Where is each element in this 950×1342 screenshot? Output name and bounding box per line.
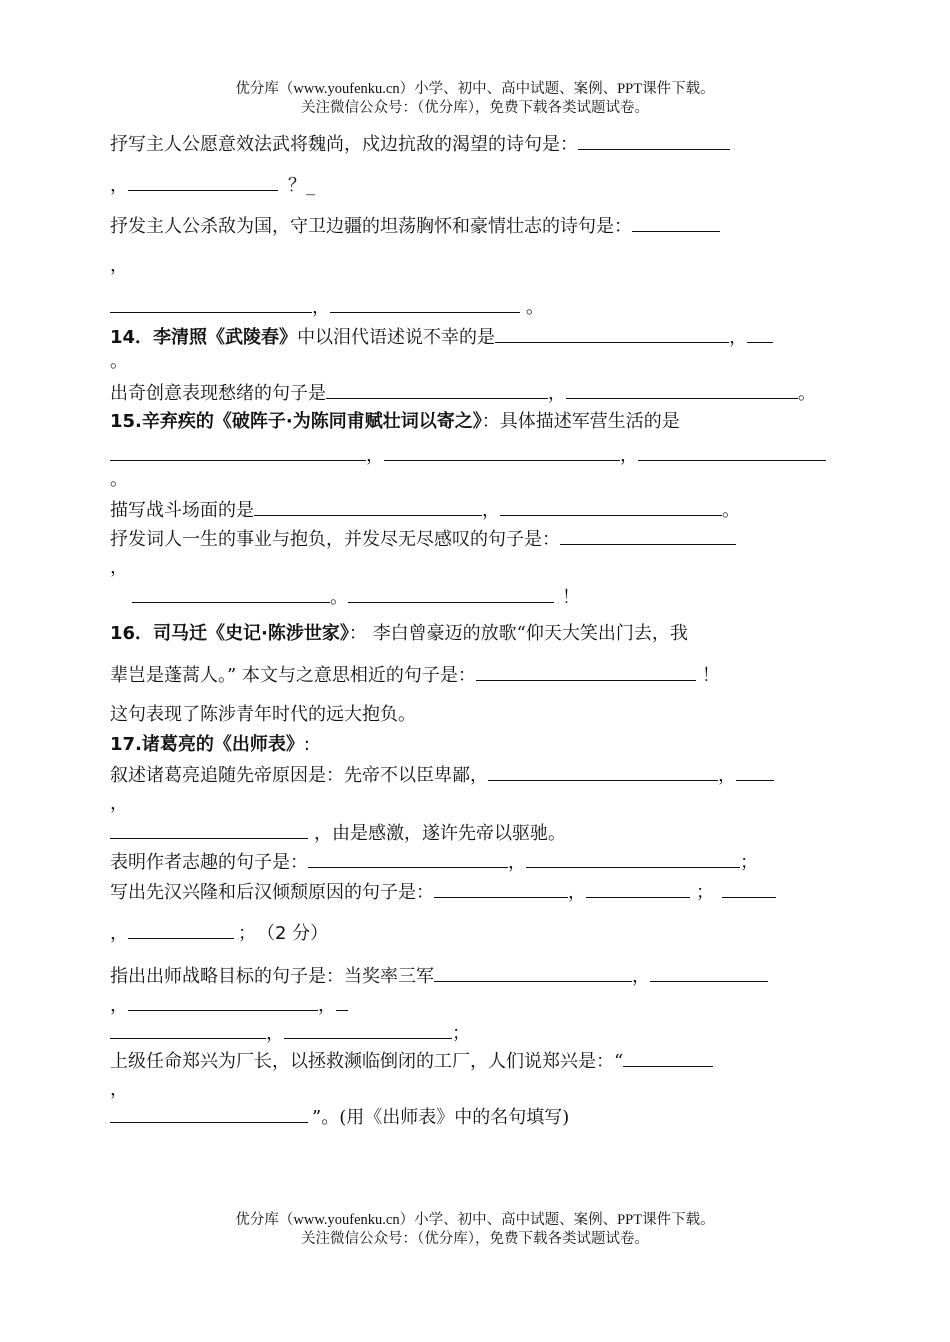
punct: ，: [110, 1079, 128, 1100]
q17-line-7: [110, 963, 768, 989]
answer-blank[interactable]: [348, 584, 554, 603]
q15-line-5: [110, 526, 736, 552]
question-number: 14．: [110, 327, 154, 348]
answer-blank[interactable]: [526, 849, 740, 868]
question-title: 司马迁《史记·陈涉世家》: [153, 623, 349, 644]
punct: ；: [452, 1023, 470, 1044]
punct: ，: [482, 500, 500, 521]
question-title: 17.诸葛亮的《出师表》: [110, 734, 304, 755]
line-2: [110, 172, 315, 198]
punct: ，: [110, 175, 128, 196]
answer-blank[interactable]: [110, 1104, 308, 1123]
line-4: [110, 254, 128, 278]
question-title: 李清照《武陵春》: [153, 327, 298, 348]
punct: ；: [740, 852, 758, 873]
answer-blank[interactable]: [623, 1048, 713, 1067]
q17-line-1: [110, 762, 774, 788]
punct: ，: [729, 327, 748, 348]
q17-line-5: [110, 879, 776, 905]
answer-blank[interactable]: [495, 324, 729, 343]
prompt-text: 抒发主人公杀敌为国，守卫边疆的坦荡胸怀和豪情壮志的诗句是：: [110, 216, 632, 237]
q16-line-3: [110, 703, 416, 727]
question-number: 16．: [110, 623, 154, 644]
punct: ，: [110, 255, 128, 276]
answer-blank[interactable]: [488, 762, 718, 781]
footer-line-1: 优分库（www.youfenku.cn）小学、初中、高中试题、案例、PPT课件下载。: [235, 1212, 715, 1228]
punct: ，: [110, 557, 128, 578]
punct: ，: [568, 882, 586, 903]
answer-blank[interactable]: [128, 920, 234, 939]
q16-line-2: [110, 662, 720, 688]
answer-blank[interactable]: [384, 442, 620, 461]
prompt-text: ，由是感激，遂许先帝以驱驰。: [314, 823, 566, 844]
answer-blank[interactable]: [110, 442, 366, 461]
punct: 。: [110, 469, 128, 490]
answer-blank[interactable]: [476, 662, 696, 681]
q15-line-2: [110, 442, 826, 468]
answer-blank[interactable]: [650, 963, 768, 982]
prompt-text: 叙述诸葛亮追随先帝原因是：先帝不以臣卑鄙，: [110, 765, 488, 786]
q17-line-9: [110, 1020, 470, 1046]
punct: ，: [508, 852, 526, 873]
answer-blank[interactable]: [128, 172, 278, 191]
question-number: 15.: [110, 411, 142, 432]
q17-line-12: [110, 1104, 569, 1130]
q15-line-1: [110, 410, 680, 434]
answer-blank[interactable]: [566, 380, 798, 399]
punct: ，: [718, 765, 736, 786]
q17-line-10: [110, 1048, 713, 1074]
answer-blank[interactable]: [586, 879, 690, 898]
punct: ！: [562, 587, 580, 608]
punct: ，: [548, 383, 566, 404]
answer-blank[interactable]: [128, 992, 318, 1011]
punct: ？_: [288, 175, 315, 196]
answer-blank[interactable]: [578, 131, 730, 150]
answer-blank[interactable]: [560, 526, 736, 545]
answer-blank[interactable]: [110, 1020, 266, 1039]
q15-line-6: [110, 556, 128, 580]
prompt-text: ： 李白曾豪迈的放歌“仰天大笑出门去，我: [348, 623, 688, 644]
page-header: [0, 80, 950, 118]
q14-line-1: [110, 324, 773, 350]
q17-line-3: [110, 820, 566, 846]
header-line-2: 关注微信公众号：（优分库），免费下载各类试题试卷。: [301, 100, 649, 116]
punct: 。: [330, 587, 348, 608]
q16-line-1: [110, 622, 688, 646]
punct: ；: [238, 923, 256, 944]
q17-line-6: [110, 920, 328, 946]
prompt-text: 出奇创意表现愁绪的句子是: [110, 383, 326, 404]
answer-blank[interactable]: [326, 380, 548, 399]
prompt-text: 写出先汉兴隆和后汉倾颓原因的句子是：: [110, 882, 434, 903]
answer-blank[interactable]: [500, 497, 722, 516]
prompt-text: 辈岂是蓬蒿人。” 本文与之意思相近的句子是：: [110, 665, 476, 686]
footer-line-2: 关注微信公众号：（优分库），免费下载各类试题试卷。: [301, 1231, 649, 1247]
answer-blank[interactable]: [330, 294, 520, 313]
punct: ，: [632, 966, 650, 987]
punct: ，: [620, 445, 638, 466]
header-line-1: 优分库（www.youfenku.cn）小学、初中、高中试题、案例、PPT课件下载。: [235, 81, 715, 97]
answer-blank[interactable]: [736, 762, 774, 781]
q17-line-11: [110, 1078, 128, 1102]
line-1: [110, 131, 730, 157]
punct: 。: [110, 351, 128, 372]
punct: ，: [366, 445, 384, 466]
answer-blank[interactable]: [747, 324, 773, 343]
punct: ，: [110, 793, 128, 814]
answer-blank[interactable]: [110, 294, 312, 313]
page-footer: [0, 1211, 950, 1249]
prompt-text: 表明作者志趣的句子是：: [110, 852, 308, 873]
line-3: [110, 213, 720, 239]
prompt-text: 抒写主人公愿意效法武将魏尚，戍边抗敌的渴望的诗句是：: [110, 134, 578, 155]
prompt-text: ”。(用《出师表》中的名句填写): [312, 1107, 570, 1128]
answer-blank[interactable]: [308, 849, 508, 868]
punct: 。: [722, 500, 740, 521]
answer-blank[interactable]: [632, 213, 720, 232]
q15-line-4: [110, 497, 740, 523]
answer-blank[interactable]: [722, 879, 776, 898]
answer-blank[interactable]: [434, 963, 632, 982]
punct: :: [303, 734, 310, 755]
q14-line-3: [110, 380, 816, 406]
q15-line-7: [132, 584, 580, 610]
prompt-text: 指出出师战略目标的句子是：当奖率三军: [110, 966, 434, 987]
prompt-text: 抒发词人一生的事业与抱负，并发尽无尽感叹的句子是：: [110, 529, 560, 550]
q15-line-3: [110, 468, 128, 492]
prompt-text: 上级任命郑兴为厂长，以拯救濒临倒闭的工厂，人们说郑兴是：“: [110, 1051, 624, 1072]
punct: ，: [318, 995, 336, 1016]
q17-line-8: [110, 992, 348, 1018]
score-label: （2 分）: [266, 923, 329, 944]
prompt-text: 描写战斗场面的是: [110, 500, 254, 521]
question-title: 辛弃疾的《破阵子·为陈同甫赋壮词以寄之》: [141, 411, 482, 432]
answer-blank[interactable]: [434, 879, 568, 898]
q17-title-line: [110, 733, 310, 757]
prompt-text: ：具体描述军营生活的是: [481, 411, 680, 432]
prompt-text: 中以泪代语述说不幸的是: [297, 327, 496, 348]
answer-blank[interactable]: [284, 1020, 452, 1039]
punct: ，: [110, 995, 128, 1016]
punct: ，: [312, 297, 330, 318]
q14-line-2: [110, 350, 128, 374]
punct: ！: [701, 665, 720, 686]
answer-blank[interactable]: [638, 442, 826, 461]
line-5: [110, 294, 544, 320]
punct: ；: [696, 882, 714, 903]
answer-blank[interactable]: [110, 820, 308, 839]
punct: ，: [110, 923, 128, 944]
prompt-text: 这句表现了陈涉青年时代的远大抱负。: [110, 704, 416, 725]
answer-blank[interactable]: [132, 584, 330, 603]
punct: 。: [798, 383, 816, 404]
punct: ，: [266, 1023, 284, 1044]
answer-blank[interactable]: [336, 992, 348, 1011]
q17-line-2: [110, 792, 128, 816]
punct: 。: [526, 297, 544, 318]
answer-blank[interactable]: [254, 497, 482, 516]
q17-line-4: [110, 849, 758, 875]
